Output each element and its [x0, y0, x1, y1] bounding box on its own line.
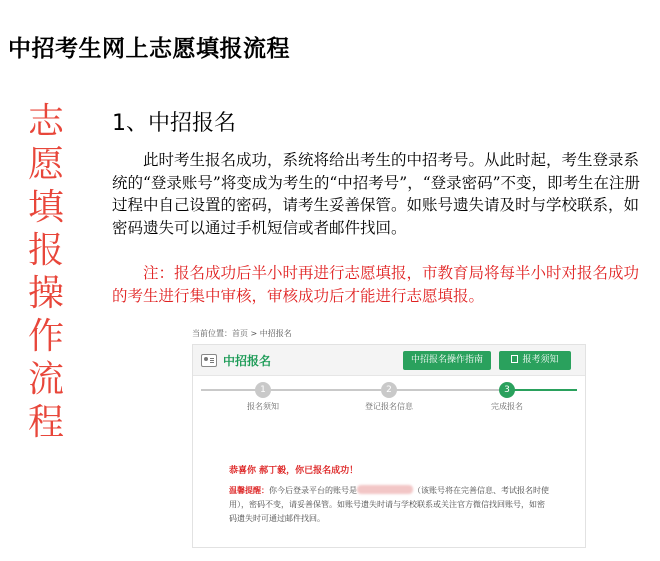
step-1-label: 报名须知	[247, 402, 279, 411]
reminder-text	[229, 484, 549, 526]
progress-line	[201, 389, 263, 391]
body-paragraph: 此时考生报名成功，系统将给出考生的中招考号。从此时起，考生登录系统的“登录账号”将变成为考生的“中招考号”，“登录密码”不变，即考生在注册过程中自己设置的密码，请考生妥善保管。如账号遗失请及时与学校联系，如密码遗失可以通过手机短信或者邮件找回。	[112, 151, 641, 237]
vertical-char: 志	[27, 101, 64, 142]
step-2-label: 登记报名信息	[365, 402, 413, 411]
notice-button-label: 报考须知	[522, 355, 559, 365]
vertical-char: 作	[27, 316, 64, 357]
success-message: 恭喜你 郝丁毅，你已报名成功！	[229, 466, 359, 476]
page-title: 中招考生网上志愿填报流程	[8, 36, 290, 62]
step-3-circle: 3	[499, 382, 515, 398]
screenshot-title: 中招报名	[223, 354, 272, 368]
guide-button[interactable]: 中招报名操作指南	[403, 351, 491, 370]
step-3-label: 完成报名	[491, 402, 523, 411]
progress-line-active	[507, 389, 577, 391]
reminder-text-2: （该账号将在完善信息、考试报名时使用），密码不变，请妥善保管。如账号遗失时请与学校联系或关注官方微信找回账号，如密码遗失时可通过邮件找回。	[229, 486, 549, 523]
vertical-char: 报	[27, 230, 64, 271]
notice-button[interactable]	[499, 351, 571, 370]
registration-screenshot	[192, 344, 586, 548]
step-2-circle: 2	[381, 382, 397, 398]
progress-line	[389, 389, 499, 391]
reminder-text-1: 你今后登录平台的账号是	[269, 486, 357, 495]
screenshot-header	[193, 345, 585, 376]
vertical-section-label	[26, 100, 66, 444]
step-1-circle: 1	[255, 382, 271, 398]
vertical-char: 操	[27, 273, 64, 314]
vertical-char: 填	[27, 187, 64, 228]
note-paragraph: 注：报名成功后半小时再进行志愿填报，市教育局将每半小时对报名成功的考生进行集中审核，审核成功后才能进行志愿填报。	[112, 264, 640, 305]
reminder-label: 温馨提醒：	[229, 486, 269, 495]
vertical-char: 愿	[27, 144, 64, 185]
user-card-icon	[201, 354, 217, 367]
progress-line	[271, 389, 381, 391]
vertical-char: 程	[27, 402, 64, 443]
vertical-char: 流	[27, 359, 64, 400]
breadcrumb[interactable]: 当前位置：首页 > 中招报名	[192, 329, 292, 338]
section-heading: 1、中招报名	[112, 111, 236, 136]
redacted-account	[357, 485, 413, 494]
notice-icon	[511, 355, 518, 363]
